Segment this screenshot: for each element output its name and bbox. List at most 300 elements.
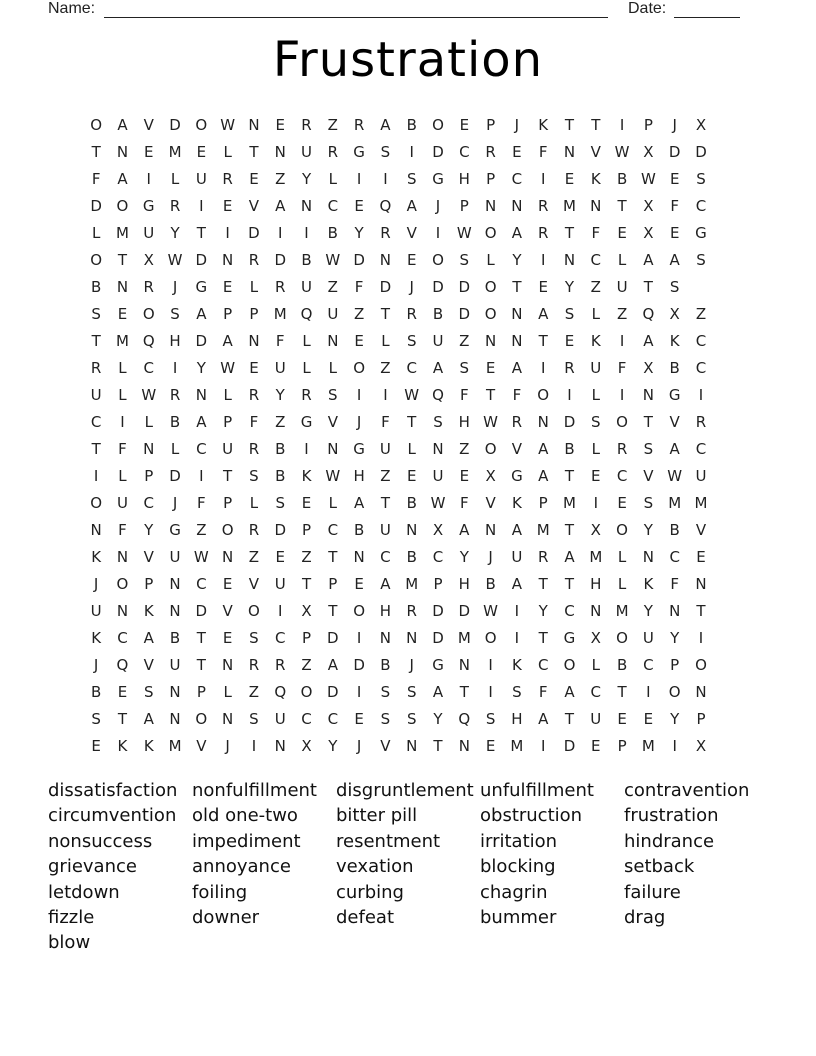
grid-letter: Z <box>275 170 286 188</box>
grid-letter <box>714 328 740 355</box>
grid-letter: M <box>510 737 524 755</box>
grid-letter: G <box>432 170 444 188</box>
word-list-item: contravention <box>624 780 750 801</box>
word-list-item: dissatisfaction <box>48 780 178 801</box>
word-list-item: irritation <box>480 830 558 852</box>
grid-letter: L <box>223 386 232 404</box>
word-list-item: resentment <box>336 830 441 852</box>
grid-letter: Y <box>643 521 653 539</box>
grid-letter: R <box>143 278 154 296</box>
grid-letter: P <box>643 116 653 134</box>
grid-letter: O <box>484 629 497 647</box>
grid-letter: A <box>511 359 523 377</box>
grid-letter: P <box>670 656 680 674</box>
grid-letter: P <box>144 467 154 485</box>
grid-letter: W <box>483 602 499 620</box>
grid-letter: D <box>695 143 707 161</box>
grid-letter: H <box>458 170 470 188</box>
grid-letter: I <box>488 683 493 701</box>
word-list-item: bummer <box>480 906 557 928</box>
grid-letter: V <box>695 521 707 539</box>
grid-letter: X <box>432 521 444 539</box>
grid-letter: Y <box>512 251 522 269</box>
grid-letter: N <box>116 278 129 296</box>
grid-letter: E <box>591 737 601 755</box>
grid-letter: N <box>90 521 102 539</box>
grid-letter: R <box>248 386 260 404</box>
grid-letter: G <box>300 413 313 431</box>
grid-letter: E <box>275 116 285 134</box>
grid-letter: D <box>432 143 444 161</box>
grid-letter: E <box>406 251 417 269</box>
grid-letter: N <box>222 710 234 728</box>
grid-letter: I <box>409 143 414 161</box>
grid-letter: X <box>669 305 680 323</box>
grid-letter: V <box>143 656 154 674</box>
grid-letter: V <box>380 737 391 755</box>
grid-letter: T <box>564 575 575 593</box>
grid-letter: I <box>146 170 151 188</box>
grid-letter: O <box>695 656 707 674</box>
grid-letter: I <box>304 440 309 458</box>
page-title: Frustration <box>272 32 544 88</box>
grid-letter: S <box>643 494 654 512</box>
grid-letter: Z <box>695 305 707 323</box>
grid-letter: F <box>670 575 679 593</box>
grid-letter: M <box>668 494 682 512</box>
grid-letter: E <box>354 710 364 728</box>
grid-letter: E <box>617 710 627 728</box>
grid-letter: V <box>406 224 417 242</box>
grid-letter: E <box>591 467 601 485</box>
grid-letter: L <box>591 440 600 458</box>
grid-letter: U <box>169 656 181 674</box>
grid-letter: E <box>117 683 128 701</box>
name-field[interactable] <box>104 0 608 18</box>
grid-letter: L <box>381 332 390 350</box>
grid-letter: S <box>249 467 259 485</box>
grid-letter: T <box>223 467 233 485</box>
grid-letter: M <box>273 305 287 323</box>
grid-letter: Z <box>380 359 391 377</box>
grid-letter: C <box>327 197 339 215</box>
grid-letter: I <box>698 386 704 404</box>
grid-letter: O <box>90 494 103 512</box>
grid-letter: R <box>406 602 417 620</box>
grid-letter: B <box>91 278 102 296</box>
grid-letter: O <box>616 521 628 539</box>
grid-letter: M <box>589 548 603 566</box>
grid-letter: V <box>669 413 680 431</box>
word-list-item: blocking <box>480 856 556 878</box>
grid-letter: J <box>514 116 520 134</box>
grid-letter: T <box>564 521 575 539</box>
grid-letter: O <box>616 413 628 431</box>
name-label: Name: <box>48 0 96 17</box>
grid-letter: L <box>486 251 495 269</box>
grid-letter: Z <box>275 413 286 431</box>
grid-letter: S <box>143 683 154 701</box>
grid-letter: N <box>300 197 313 215</box>
grid-letter: R <box>406 305 417 323</box>
grid-letter: G <box>169 521 181 539</box>
grid-letter: A <box>538 710 549 728</box>
grid-letter: Z <box>301 548 312 566</box>
grid-letter: Q <box>274 683 287 701</box>
grid-letter: S <box>485 710 496 728</box>
grid-letter <box>714 436 740 463</box>
grid-letter: M <box>694 494 708 512</box>
grid-letter: S <box>459 359 470 377</box>
grid-letter: T <box>564 467 575 485</box>
word-list-item: circumvention <box>48 805 177 827</box>
grid-letter: P <box>144 575 154 593</box>
grid-letter: C <box>117 629 128 647</box>
grid-letter: E <box>643 710 654 728</box>
letter-grid <box>83 112 740 760</box>
grid-letter: E <box>564 170 575 188</box>
grid-letter: X <box>643 143 654 161</box>
grid-letter: D <box>248 224 260 242</box>
grid-letter: N <box>222 656 234 674</box>
grid-letter: B <box>169 413 181 431</box>
grid-letter: Z <box>301 656 312 674</box>
grid-letter: T <box>117 251 128 269</box>
grid-letter: X <box>485 467 496 485</box>
grid-letter: A <box>643 251 654 269</box>
grid-letter: A <box>327 656 338 674</box>
grid-letter: W <box>220 116 236 134</box>
grid-letter: M <box>563 494 576 512</box>
grid-letter: C <box>695 440 707 458</box>
grid-letter: L <box>223 683 232 701</box>
grid-letter <box>688 274 714 301</box>
grid-letter: D <box>195 332 208 350</box>
grid-letter: I <box>619 116 625 134</box>
grid-letter: R <box>327 143 339 161</box>
grid-letter: M <box>168 737 182 755</box>
grid-letter: P <box>433 575 443 593</box>
grid-letter: T <box>459 683 469 701</box>
grid-letter: O <box>563 656 576 674</box>
word-list-item: fizzle <box>48 906 95 928</box>
grid-letter: S <box>249 629 259 647</box>
grid-letter: Q <box>300 305 313 323</box>
grid-letter: I <box>646 683 651 701</box>
grid-letter: I <box>540 170 546 188</box>
grid-letter: U <box>116 494 128 512</box>
grid-letter: A <box>564 548 575 566</box>
grid-letter: D <box>195 602 208 620</box>
grid-letter: U <box>143 224 155 242</box>
grid-letter: D <box>563 413 576 431</box>
grid-letter: K <box>538 116 549 134</box>
grid-letter: O <box>484 278 497 296</box>
grid-letter <box>714 490 740 517</box>
grid-letter: W <box>220 359 236 377</box>
grid-letter: K <box>643 575 654 593</box>
grid-letter: N <box>116 602 129 620</box>
grid-letter: A <box>117 170 128 188</box>
grid-letter: G <box>432 656 444 674</box>
grid-letter: K <box>91 629 102 647</box>
grid-letter: R <box>248 440 260 458</box>
grid-letter: O <box>300 683 313 701</box>
grid-letter: Q <box>432 386 444 404</box>
grid-letter: Y <box>670 629 680 647</box>
grid-letter: Z <box>196 521 207 539</box>
grid-letter: C <box>695 197 707 215</box>
grid-letter: S <box>406 710 417 728</box>
grid-letter: B <box>380 656 391 674</box>
grid-letter: V <box>143 548 154 566</box>
grid-letter: A <box>643 332 654 350</box>
grid-letter: N <box>195 386 207 404</box>
grid-letter: O <box>221 521 234 539</box>
grid-letter: A <box>380 116 391 134</box>
grid-letter: M <box>115 332 129 350</box>
grid-letter: I <box>172 359 178 377</box>
grid-letter: O <box>484 224 497 242</box>
grid-letter: F <box>381 413 390 431</box>
grid-letter: O <box>90 116 103 134</box>
grid-letter: D <box>432 602 444 620</box>
grid-letter: U <box>590 359 602 377</box>
grid-letter: S <box>696 251 706 269</box>
grid-letter: F <box>118 521 127 539</box>
grid-letter: O <box>432 116 444 134</box>
grid-letter: P <box>302 629 312 647</box>
grid-letter: J <box>225 737 230 755</box>
grid-letter: Y <box>643 602 653 620</box>
grid-letter: A <box>222 332 233 350</box>
word-list-item: letdown <box>48 881 120 903</box>
grid-letter: V <box>222 602 233 620</box>
grid-letter: R <box>537 197 549 215</box>
grid-letter: O <box>90 251 103 269</box>
grid-letter: N <box>484 332 497 350</box>
grid-letter: T <box>538 332 548 350</box>
grid-letter: R <box>695 413 707 431</box>
grid-letter: L <box>302 332 311 350</box>
grid-letter: D <box>458 305 471 323</box>
grid-letter <box>714 517 740 544</box>
grid-letter: L <box>91 224 101 242</box>
grid-letter: K <box>590 170 601 188</box>
grid-letter: T <box>564 116 575 134</box>
grid-letter: D <box>274 521 286 539</box>
grid-letter: Z <box>327 116 338 134</box>
grid-letter: R <box>485 143 496 161</box>
grid-letter: T <box>538 629 548 647</box>
grid-letter: Y <box>564 278 575 296</box>
grid-letter: G <box>195 278 208 296</box>
grid-letter: C <box>643 656 654 674</box>
grid-letter: E <box>459 467 470 485</box>
grid-letter: E <box>144 143 154 161</box>
word-list-item: downer <box>192 906 260 928</box>
grid-letter: M <box>457 629 471 647</box>
grid-letter: X <box>695 737 707 755</box>
grid-letter: C <box>590 251 602 269</box>
grid-letter: U <box>274 359 286 377</box>
grid-letter: N <box>406 629 418 647</box>
grid-letter: X <box>695 116 707 134</box>
grid-letter: T <box>196 629 206 647</box>
grid-letter: O <box>195 116 208 134</box>
grid-letter: N <box>116 143 129 161</box>
grid-letter: A <box>117 116 128 134</box>
grid-letter: G <box>695 224 707 242</box>
grid-letter: X <box>301 737 312 755</box>
grid-letter: R <box>275 278 286 296</box>
grid-letter: O <box>353 602 366 620</box>
word-list-item: foiling <box>192 881 248 903</box>
grid-letter: N <box>379 251 392 269</box>
grid-letter: F <box>512 386 522 404</box>
grid-letter: H <box>169 332 181 350</box>
grid-letter: X <box>643 224 654 242</box>
grid-letter: G <box>353 440 365 458</box>
grid-letter: T <box>196 224 206 242</box>
grid-letter: T <box>512 278 522 296</box>
grid-letter: R <box>169 197 181 215</box>
grid-letter: N <box>169 683 181 701</box>
word-list-item: unfulfillment <box>480 780 594 801</box>
grid-letter: Y <box>459 548 469 566</box>
grid-letter: P <box>223 413 233 431</box>
grid-letter: Y <box>301 170 312 188</box>
grid-letter: N <box>143 440 155 458</box>
grid-letter: J <box>409 656 414 674</box>
grid-letter: B <box>406 116 417 134</box>
grid-letter: V <box>485 494 496 512</box>
grid-letter: R <box>275 656 286 674</box>
grid-letter: N <box>590 602 602 620</box>
grid-letter: U <box>379 521 391 539</box>
grid-letter <box>714 733 740 760</box>
grid-letter: Y <box>196 359 206 377</box>
grid-letter: U <box>695 467 707 485</box>
grid-letter: B <box>327 224 338 242</box>
grid-letter: T <box>91 143 101 161</box>
grid-letter: T <box>380 494 390 512</box>
grid-letter: C <box>459 143 470 161</box>
grid-letter: B <box>432 305 444 323</box>
grid-letter: W <box>483 413 499 431</box>
grid-letter: L <box>591 656 600 674</box>
grid-letter: S <box>406 332 417 350</box>
grid-letter: D <box>432 629 444 647</box>
grid-letter: T <box>564 710 575 728</box>
grid-letter: S <box>564 305 575 323</box>
grid-letter: L <box>617 575 627 593</box>
grid-letter: Y <box>144 521 154 539</box>
grid-letter: S <box>669 278 680 296</box>
grid-letter <box>714 193 740 220</box>
grid-letter: E <box>301 494 312 512</box>
grid-letter: W <box>456 224 472 242</box>
grid-letter: C <box>695 359 707 377</box>
grid-letter: Q <box>458 710 471 728</box>
grid-letter: R <box>380 224 391 242</box>
grid-letter <box>714 220 740 247</box>
grid-letter: U <box>511 548 523 566</box>
grid-letter: I <box>199 467 204 485</box>
grid-letter: V <box>196 737 207 755</box>
grid-letter: K <box>91 548 102 566</box>
grid-letter: V <box>511 440 523 458</box>
grid-letter: B <box>669 359 680 377</box>
grid-letter: P <box>459 197 469 215</box>
date-field[interactable] <box>674 0 740 18</box>
grid-letter: G <box>353 143 365 161</box>
grid-letter: E <box>564 332 575 350</box>
grid-letter: M <box>563 197 576 215</box>
grid-letter: E <box>275 548 285 566</box>
grid-letter: B <box>91 683 102 701</box>
grid-letter: O <box>668 683 681 701</box>
grid-letter: A <box>143 629 154 647</box>
grid-letter: C <box>406 359 417 377</box>
grid-letter: E <box>222 575 233 593</box>
grid-letter: E <box>617 224 627 242</box>
grid-letter: A <box>353 494 365 512</box>
grid-letter: N <box>563 143 576 161</box>
grid-letter: N <box>511 332 523 350</box>
grid-letter: N <box>695 575 707 593</box>
grid-letter: I <box>93 467 99 485</box>
grid-letter: F <box>354 278 364 296</box>
grid-letter: J <box>356 413 362 431</box>
grid-letter: N <box>274 143 286 161</box>
grid-letter: T <box>591 116 601 134</box>
grid-letter: A <box>275 197 286 215</box>
grid-letter: L <box>591 386 600 404</box>
grid-letter: J <box>93 575 99 593</box>
word-list-item: nonfulfillment <box>192 780 317 801</box>
grid-letter: C <box>380 548 391 566</box>
grid-letter: I <box>383 170 388 188</box>
grid-letter: L <box>328 359 337 377</box>
grid-letter: V <box>248 575 260 593</box>
grid-letter: A <box>196 413 207 431</box>
grid-letter: P <box>328 575 338 593</box>
grid-letter: U <box>616 278 628 296</box>
grid-letter: N <box>563 251 576 269</box>
grid-letter: U <box>274 710 286 728</box>
grid-letter: B <box>275 467 286 485</box>
grid-letter: S <box>170 305 180 323</box>
grid-letter: B <box>616 656 628 674</box>
grid-letter: F <box>459 386 469 404</box>
grid-letter: U <box>590 710 602 728</box>
grid-letter: W <box>325 251 341 269</box>
grid-letter: M <box>168 143 182 161</box>
grid-letter: U <box>379 440 391 458</box>
grid-letter: S <box>91 305 101 323</box>
grid-letter: S <box>275 494 285 512</box>
grid-letter: L <box>617 548 627 566</box>
grid-letter: T <box>91 332 101 350</box>
grid-letter: K <box>511 494 522 512</box>
grid-letter: L <box>302 359 311 377</box>
word-list-item: grievance <box>48 856 137 878</box>
grid-letter: K <box>143 737 154 755</box>
grid-letter: I <box>619 386 625 404</box>
grid-letter: T <box>328 548 338 566</box>
grid-letter: I <box>278 602 283 620</box>
